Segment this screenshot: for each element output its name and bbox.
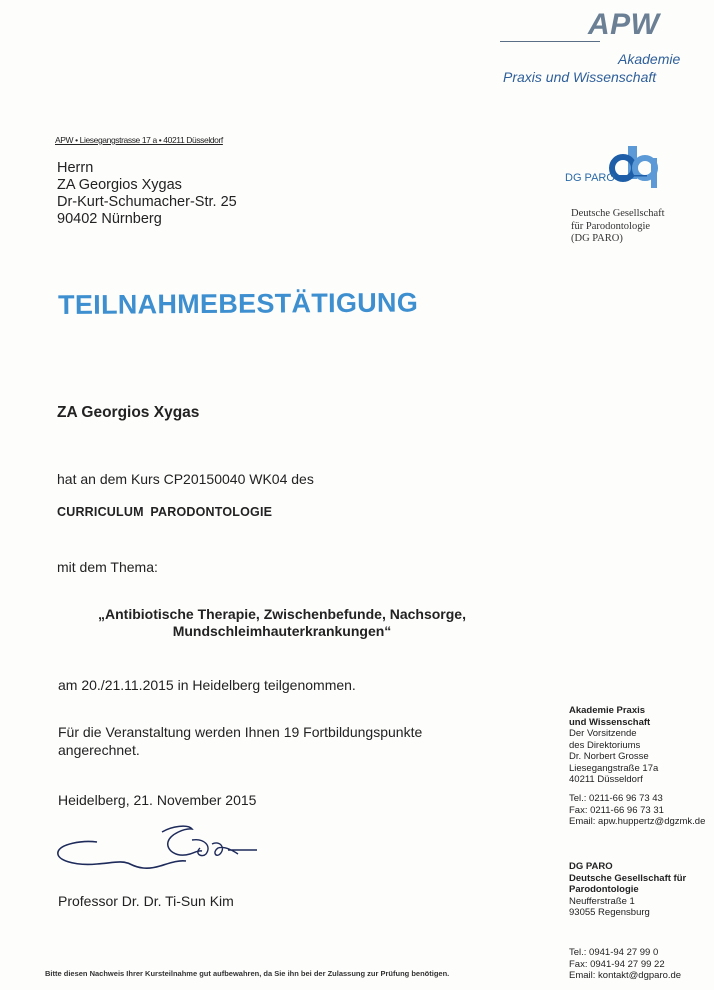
topic xyxy=(62,606,502,640)
apw-line3: Dr. Norbert Grosse xyxy=(569,751,649,762)
points-line2: angerechnet. xyxy=(58,742,140,758)
dgparo-sub-line1: Deutsche Gesellschaft xyxy=(571,208,665,219)
dgparo-sub-line3: (DG PARO) xyxy=(571,233,623,244)
apw-logo-line2: Praxis und Wissenschaft xyxy=(503,69,657,85)
apw-line4: Liesegangstraße 17a xyxy=(569,762,659,774)
dgparo-logo-icon xyxy=(565,146,665,196)
apw-phone-block xyxy=(569,793,705,828)
apw-logo-name: APW xyxy=(588,8,660,41)
document-title: TEILNAHMEBESTÄTIGUNG xyxy=(58,287,419,320)
place-and-date: Heidelberg, 21. November 2015 xyxy=(58,792,257,808)
apw-org-line2: und Wissenschaft xyxy=(569,716,651,728)
address-city: 90402 Nürnberg xyxy=(57,211,162,227)
topic-line2: Mundschleimhauterkrankungen“ xyxy=(172,623,392,639)
paro-email: Email: kontakt@dgparo.de xyxy=(569,970,682,981)
attendance-date: am 20./21.11.2015 in Heidelberg teilgenommen. xyxy=(58,677,356,693)
paro-line2: 93055 Regensburg xyxy=(569,907,650,918)
address-name: ZA Georgios Xygas xyxy=(57,177,182,193)
dgparo-logo-label: DG PARO xyxy=(565,172,615,184)
address-salutation: Herrn xyxy=(57,160,94,176)
apw-org-line1: Akademie Praxis xyxy=(569,705,646,716)
dgparo-logo-subtitle xyxy=(571,208,665,246)
apw-line5: 40211 Düsseldorf xyxy=(569,774,643,785)
participant-name: ZA Georgios Xygas xyxy=(57,404,200,421)
paro-phone-block xyxy=(569,947,681,982)
sender-return-address: APW • Liesegangstrasse 17 a • 40211 Düsseldorf xyxy=(55,135,223,145)
signer-name: Professor Dr. Dr. Ti-Sun Kim xyxy=(58,893,234,909)
apw-fax: Fax: 0211-66 96 73 31 xyxy=(569,804,664,816)
apw-email: Email: apw.huppertz@dgzmk.de xyxy=(569,816,706,827)
paro-org-line1: DG PARO xyxy=(569,861,613,872)
apw-line2: des Direktoriums xyxy=(569,739,641,751)
dgparo-sub-line2: für Parodontologie xyxy=(571,220,651,232)
paro-fax: Fax: 0941-94 27 99 22 xyxy=(569,958,665,970)
credit-points xyxy=(58,723,422,759)
course-line: hat an dem Kurs CP20150040 WK04 des xyxy=(57,471,314,487)
apw-tel: Tel.: 0211-66 96 73 43 xyxy=(569,793,663,804)
apw-logo xyxy=(500,8,710,88)
paro-org-line2: Deutsche Gesellschaft für xyxy=(569,872,687,884)
topic-line1: „Antibiotische Therapie, Zwischenbefunde, Nachsorge, xyxy=(98,606,466,622)
footer-note: Bitte diesen Nachweis Ihrer Kursteilnahme gut aufbewahren, da Sie ihn bei der Zulassung zur Prüfung benötigen. xyxy=(45,969,450,978)
paro-org-line3: Parodontologie xyxy=(569,884,639,895)
topic-intro: mit dem Thema: xyxy=(57,559,158,575)
recipient-address xyxy=(57,160,237,228)
apw-logo-line1: Akademie xyxy=(618,51,681,67)
curriculum-name: CURRICULUM PARODONTOLOGIE xyxy=(57,505,273,519)
address-street: Dr-Kurt-Schumacher-Str. 25 xyxy=(57,194,237,210)
paro-tel: Tel.: 0941-94 27 99 0 xyxy=(569,947,659,958)
signature-icon xyxy=(52,820,272,890)
apw-contact-block xyxy=(569,705,658,786)
paro-contact-block xyxy=(569,861,686,919)
points-line1: Für die Veranstaltung werden Ihnen 19 Fortbildungspunkte xyxy=(58,724,423,740)
paro-line1: Neufferstraße 1 xyxy=(569,895,635,907)
apw-line1: Der Vorsitzende xyxy=(569,728,637,739)
